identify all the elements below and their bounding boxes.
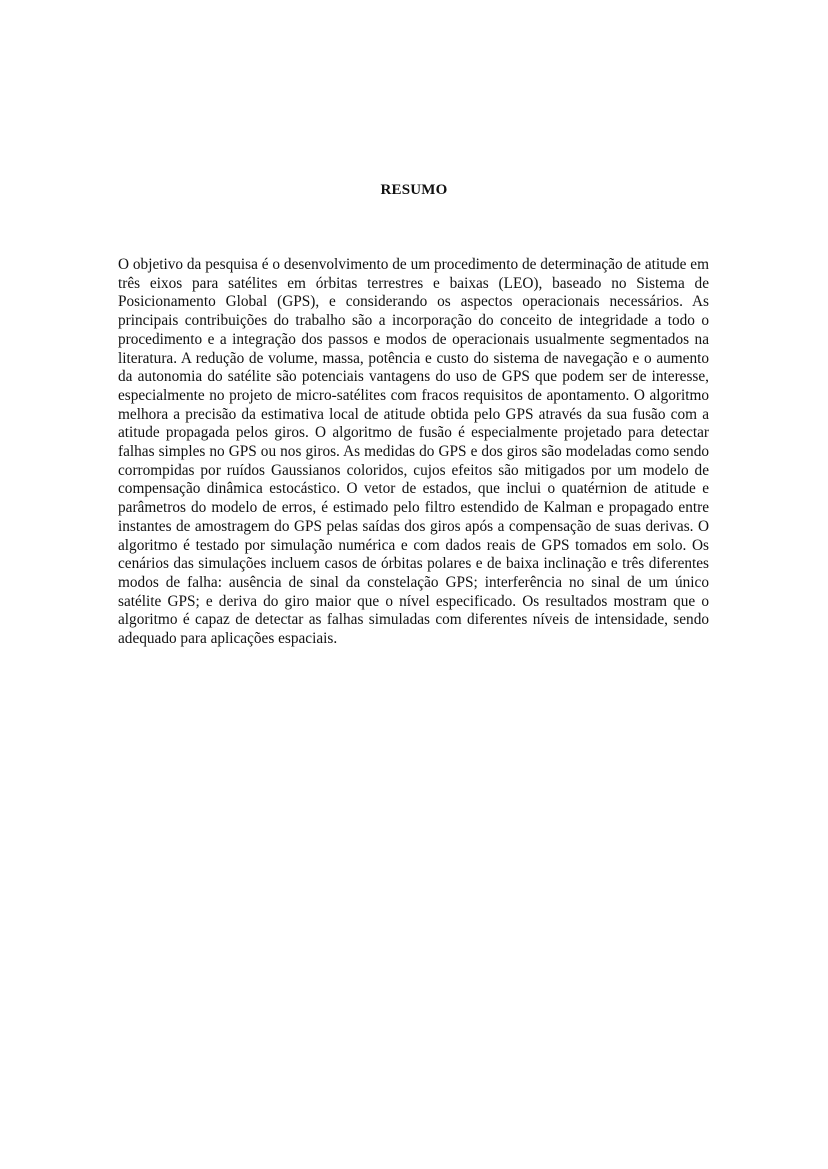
- abstract-paragraph: O objetivo da pesquisa é o desenvolvimento de um procedimento de determinação de atitude em três eixos para satélites em órbitas terrestres e baixas (LEO), baseado no Sistema de Posicionamento Global (GPS), e considerando os aspectos operacionais necessários. As principais contribuições do trabalho são a incorporação do conceito de integridade a todo o procedimento e a integração dos passos e modos de operacionais usualmente segmentados na literatura. A redução de volume, massa, potência e custo do sistema de navegação e o aumento da autonomia do satélite são potenciais vantagens do uso de GPS que podem ser de interesse, especialmente no projeto de micro-satélites com fracos requisitos de apontamento. O algoritmo melhora a precisão da estimativa local de atitude obtida pelo GPS através da sua fusão com a atitude propagada pelos giros. O algoritmo de fusão é especialmente projetado para detectar falhas simples no GPS ou nos giros. As medidas do GPS e dos giros são modeladas como sendo corrompidas por ruídos Gaussianos coloridos, cujos efeitos são mitigados por um modelo de compensação dinâmica estocástico. O vetor de estados, que inclui o quatérnion de atitude e parâmetros do modelo de erros, é estimado pelo filtro estendido de Kalman e propagado entre instantes de amostragem do GPS pelas saídas dos giros após a compensação de suas derivas. O algoritmo é testado por simulação numérica e com dados reais de GPS tomados em solo. Os cenários das simulações incluem casos de órbitas polares e de baixa inclinação e três diferentes modos de falha: ausência de sinal da constelação GPS; interferência no sinal de um único satélite GPS; e deriva do giro maior que o nível especificado. Os resultados mostram que o algoritmo é capaz de detectar as falhas simuladas com diferentes níveis de intensidade, sendo adequado para aplicações espaciais.: [118, 256, 709, 648]
- page-title: RESUMO: [380, 182, 448, 198]
